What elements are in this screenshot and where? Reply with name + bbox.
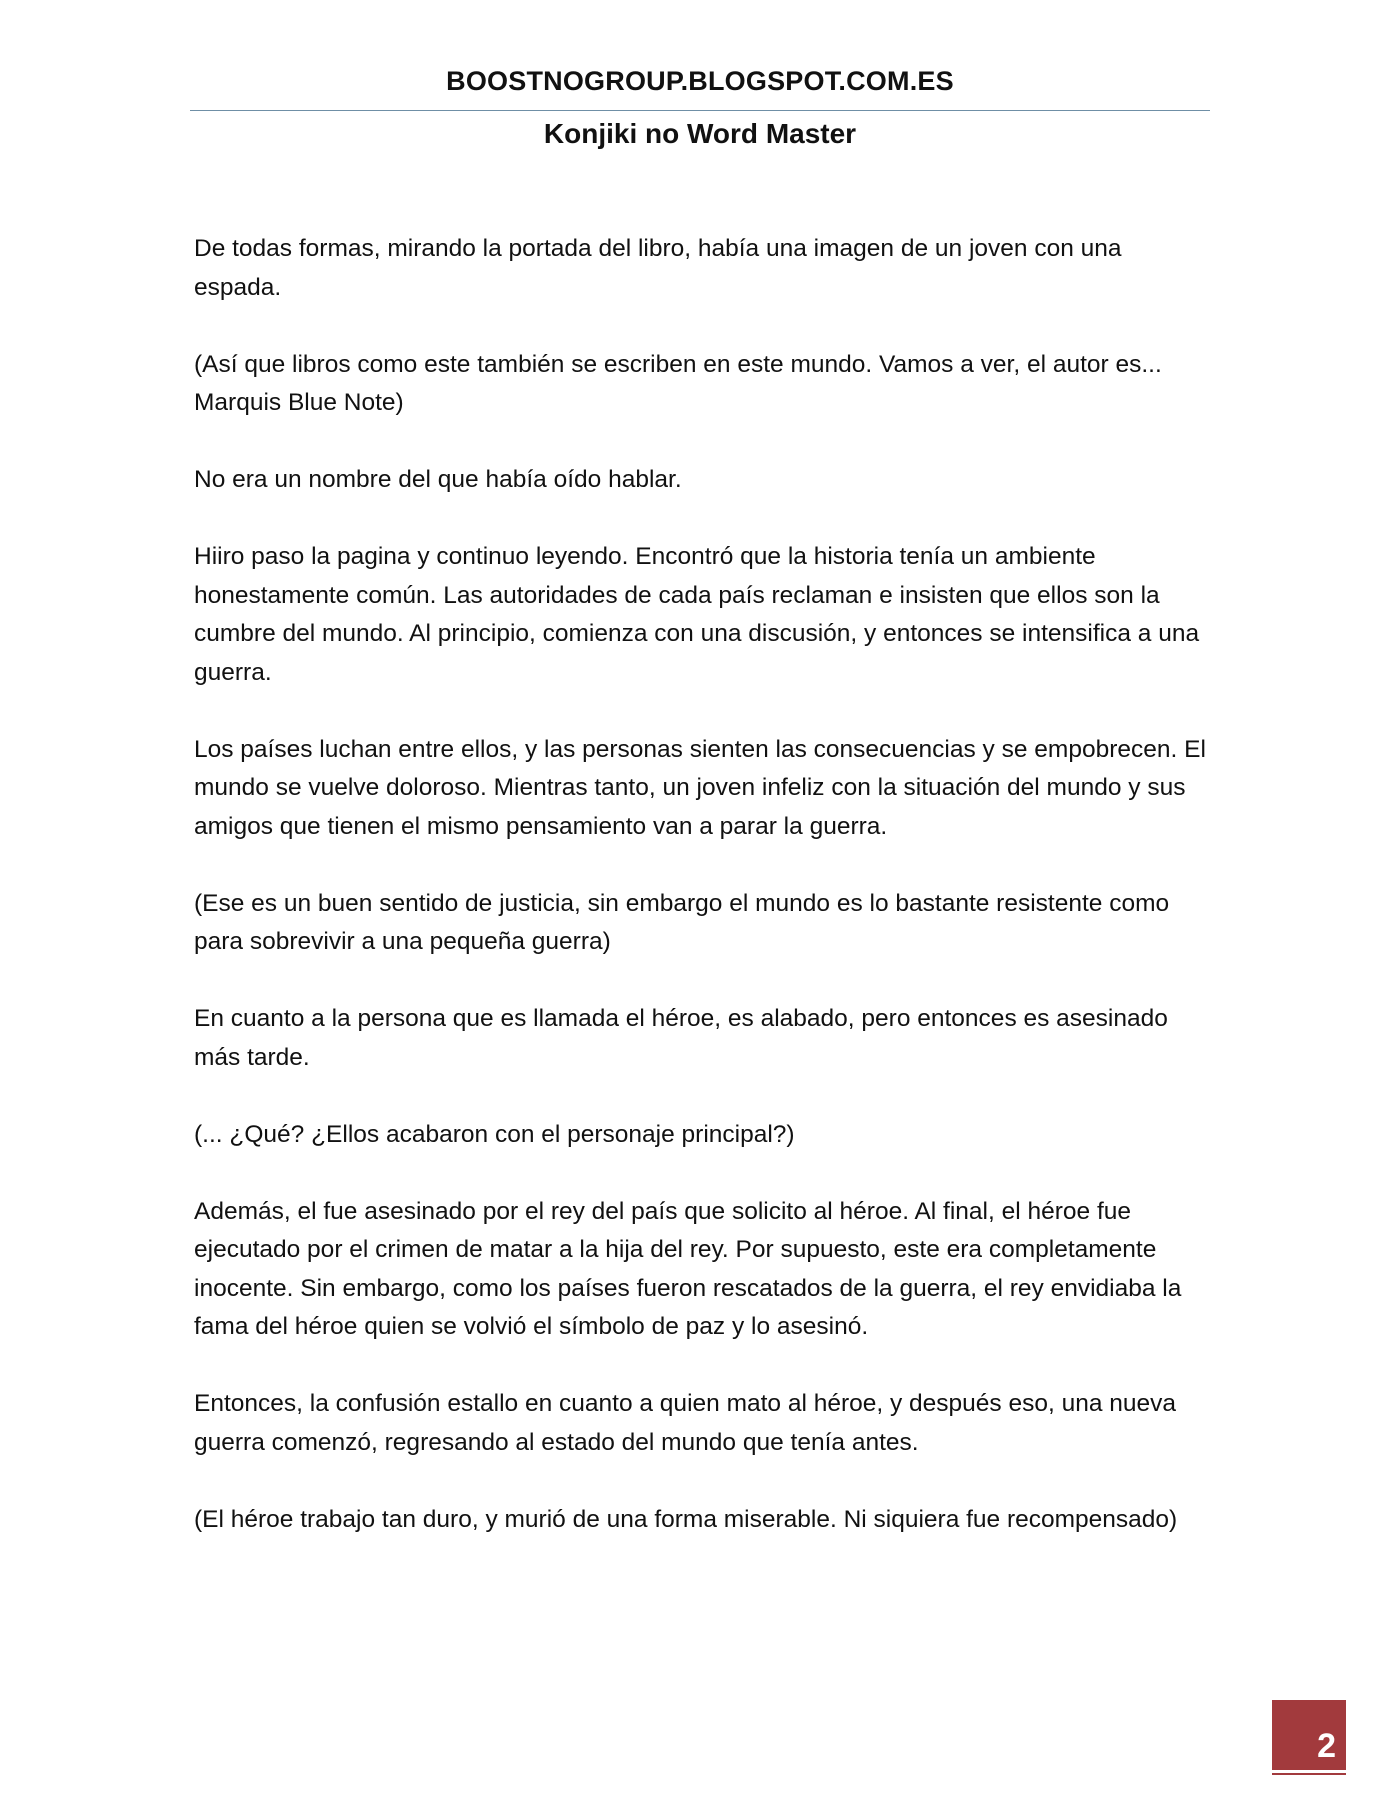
paragraph: (... ¿Qué? ¿Ellos acabaron con el personaje principal?): [194, 1120, 795, 1148]
body-text: [194, 230, 1214, 1578]
paragraph: Los países luchan entre ellos, y las personas sienten las consecuencias y se empobrecen. El mundo se vuelve doloroso. Mientras tanto, un joven infeliz con la situación del mundo y sus amigos que tienen el mismo pensamiento van a parar la guerra.: [194, 735, 1206, 840]
page-number-badge: [1272, 1700, 1346, 1770]
page-number-underline: [1272, 1773, 1346, 1775]
paragraph: De todas formas, mirando la portada del libro, había una imagen de un joven con una espada.: [194, 235, 1122, 301]
paragraph: Hiiro paso la pagina y continuo leyendo. Encontró que la historia tenía un ambiente honestamente común. Las autoridades de cada país reclaman e insisten que ellos son la cumbre del mundo. Al principio, comienza con una discusión, y entonces se intensifica a una guerra.: [194, 543, 1200, 686]
paragraph: Además, el fue asesinado por el rey del país que solicito al héroe. Al final, el héroe fue ejecutado por el crimen de matar a la hija del rey. Por supuesto, este era completamente inocente. Sin embargo, como los países fueron rescatados de la guerra, el rey envidiaba la fama del héroe quien se volvió el símbolo de paz y lo asesinó.: [194, 1197, 1182, 1340]
header-divider: [190, 110, 1210, 111]
paragraph: Entonces, la confusión estallo en cuanto a quien mato al héroe, y después eso, una nueva guerra comenzó, regresando al estado del mundo que tenía antes.: [194, 1390, 1177, 1456]
page-number: 2: [1317, 1727, 1336, 1765]
paragraph: En cuanto a la persona que es llamada el héroe, es alabado, pero entonces es asesinado más tarde.: [194, 1005, 1168, 1071]
paragraph: (El héroe trabajo tan duro, y murió de una forma miserable. Ni siquiera fue recompensado): [194, 1505, 1178, 1533]
header-title: Konjiki no Word Master: [543, 118, 857, 149]
paragraph: (Así que libros como este también se escriben en este mundo. Vamos a ver, el autor es... Marquis Blue Note): [194, 350, 1162, 416]
header-site-url: BOOSTNOGROUP.BLOGSPOT.COM.ES: [446, 66, 954, 96]
paragraph: No era un nombre del que había oído hablar.: [194, 466, 682, 493]
paragraph: (Ese es un buen sentido de justicia, sin embargo el mundo es lo bastante resistente como para sobrevivir a una pequeña guerra): [194, 889, 1170, 955]
